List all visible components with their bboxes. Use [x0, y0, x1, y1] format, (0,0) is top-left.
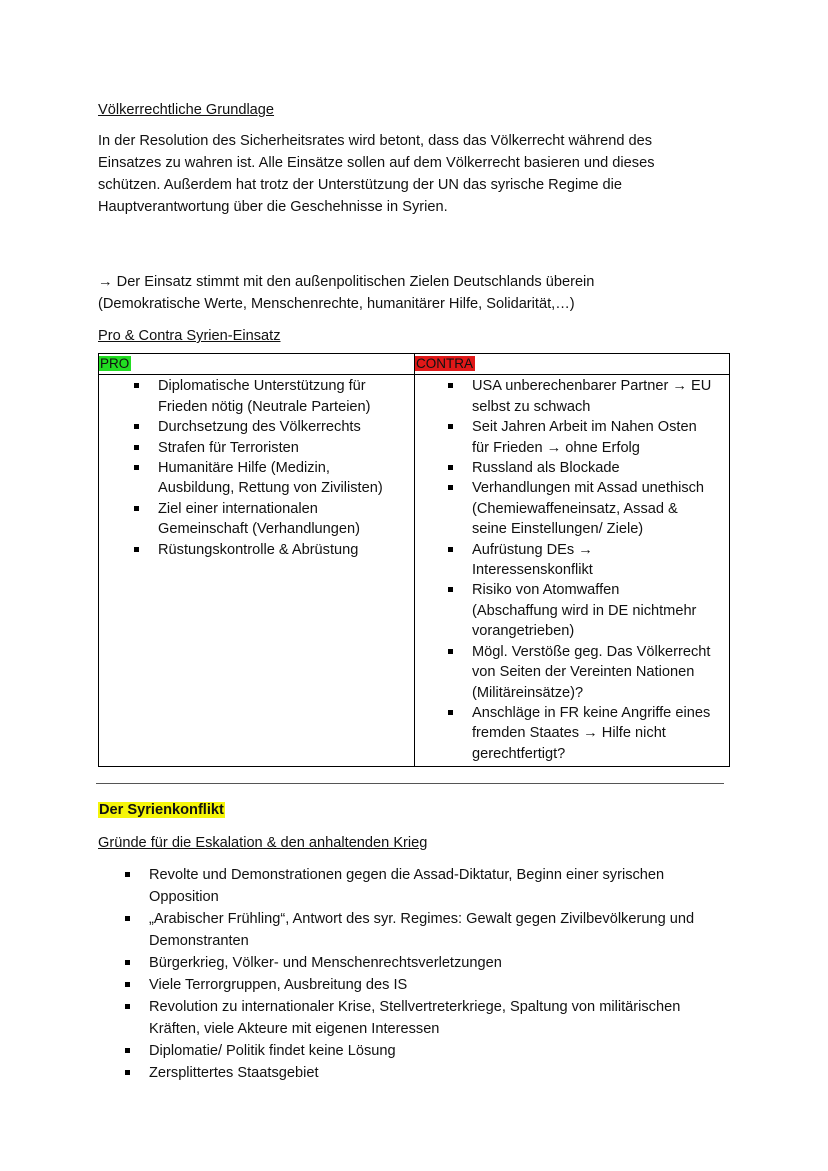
pro-list: [99, 375, 414, 562]
item-line: Frieden nötig (Neutrale Parteien): [158, 398, 371, 415]
conclusion-paragraph: [98, 271, 730, 315]
pro-item: [99, 458, 410, 499]
contra-item: [415, 703, 725, 764]
item-line: für Frieden → ohne Erfolg: [472, 439, 640, 456]
item-line: seine Einstellungen/ Ziele): [472, 521, 644, 538]
contra-item: [415, 376, 725, 417]
item-line: Rüstungskontrolle & Abrüstung: [158, 541, 359, 558]
list-item: [98, 974, 730, 996]
section-heading-legal-basis: Völkerrechtliche Grundlage: [98, 102, 275, 118]
list-item: [98, 1062, 730, 1084]
pro-item: [99, 499, 410, 540]
pro-header-label: PRO: [100, 356, 130, 371]
contra-item: [415, 642, 725, 703]
pro-item: [99, 417, 410, 437]
item-line: Humanitäre Hilfe (Medizin,: [158, 460, 330, 477]
item-line: (Militäreinsätze)?: [472, 684, 584, 701]
item-line: von Seiten der Vereinten Nationen: [472, 664, 695, 681]
list-item: [98, 1040, 730, 1062]
document-page: [98, 99, 730, 1084]
paragraph-line: In der Resolution des Sicherheitsrates wird betont, dass das Völkerrecht während des: [98, 133, 653, 149]
item-line: Revolution zu internationaler Krise, Stellvertreterkriege, Spaltung von militärischen: [149, 999, 681, 1016]
table-header-row: [99, 354, 730, 375]
item-line: Ziel einer internationalen: [158, 500, 318, 517]
escalation-reasons-list: [98, 864, 730, 1084]
item-line: Aufrüstung DEs →: [472, 541, 593, 558]
item-line: Diplomatische Unterstützung für: [158, 378, 366, 395]
list-item: [98, 996, 730, 1040]
item-line: Revolte und Demonstrationen gegen die Assad-Diktatur, Beginn einer syrischen: [149, 867, 665, 884]
highlighted-title: Der Syrienkonflikt: [99, 802, 224, 819]
list-item: [98, 952, 730, 974]
item-line: „Arabischer Frühling“, Antwort des syr. Regimes: Gewalt gegen Zivilbevölkerung und: [149, 911, 695, 928]
escalation-subtitle: Gründe für die Eskalation & den anhaltenden Krieg: [98, 835, 428, 852]
item-line: Durchsetzung des Völkerrechts: [158, 419, 361, 436]
item-line: Demonstranten: [149, 933, 249, 950]
conclusion-line: (Demokratische Werte, Menschenrechte, humanitärer Hilfe, Solidarität,…): [98, 296, 575, 312]
item-line: Zersplittertes Staatsgebiet: [149, 1065, 319, 1082]
item-line: USA unberechenbarer Partner → EU: [472, 378, 712, 395]
pro-contra-title: Pro & Contra Syrien-Einsatz: [98, 328, 281, 344]
item-line: (Abschaffung wird in DE nichtmehr: [472, 602, 697, 619]
item-line: Mögl. Verstöße geg. Das Völkerrecht: [472, 643, 711, 660]
contra-cell: [415, 375, 730, 767]
legal-basis-paragraph: [98, 130, 730, 218]
item-line: Seit Jahren Arbeit im Nahen Osten: [472, 419, 697, 436]
pro-header-cell: [99, 354, 415, 375]
contra-item: [415, 540, 725, 581]
item-line: Verhandlungen mit Assad unethisch: [472, 480, 705, 497]
pro-contra-table: [98, 353, 730, 767]
paragraph-line: schützen. Außerdem hat trotz der Unterstützung der UN das syrische Regime die: [98, 177, 622, 193]
conclusion-line: → Der Einsatz stimmt mit den außenpolitischen Zielen Deutschlands überein: [98, 274, 595, 290]
contra-item: [415, 580, 725, 641]
contra-header-label: CONTRA: [416, 356, 473, 371]
item-line: gerechtfertigt?: [472, 745, 566, 762]
item-line: Gemeinschaft (Verhandlungen): [158, 521, 361, 538]
item-line: Kräften, viele Akteure mit eigenen Interessen: [149, 1021, 440, 1038]
item-line: fremden Staates → Hilfe nicht: [472, 725, 666, 742]
item-line: Russland als Blockade: [472, 460, 620, 477]
contra-item: [415, 417, 725, 458]
item-line: Ausbildung, Rettung von Zivilisten): [158, 480, 383, 497]
contra-item: [415, 478, 725, 539]
item-line: Interessenskonflikt: [472, 562, 593, 579]
item-line: Bürgerkrieg, Völker- und Menschenrechtsverletzungen: [149, 955, 502, 972]
contra-header-cell: [415, 354, 730, 375]
item-line: Viele Terrorgruppen, Ausbreitung des IS: [149, 977, 408, 994]
item-line: Anschläge in FR keine Angriffe eines: [472, 704, 711, 721]
paragraph-line: Einsatzes zu wahren ist. Alle Einsätze sollen auf dem Völkerrecht basieren und dieses: [98, 155, 655, 171]
item-line: vorangetrieben): [472, 623, 575, 640]
item-line: Opposition: [149, 889, 219, 906]
pro-item: [99, 438, 410, 458]
section-title-syrian-conflict: [98, 799, 730, 821]
item-line: Risiko von Atomwaffen: [472, 582, 620, 599]
pro-cell: [99, 375, 415, 767]
horizontal-divider: [96, 783, 724, 784]
list-item: [98, 908, 730, 952]
item-line: Strafen für Terroristen: [158, 439, 299, 456]
list-item: [98, 864, 730, 908]
table-body-row: [99, 375, 730, 767]
pro-item: [99, 376, 410, 417]
contra-list: [415, 375, 729, 766]
item-line: Diplomatie/ Politik findet keine Lösung: [149, 1043, 396, 1060]
item-line: selbst zu schwach: [472, 398, 591, 415]
item-line: (Chemiewaffeneinsatz, Assad &: [472, 500, 678, 517]
pro-item: [99, 540, 410, 560]
contra-item: [415, 458, 725, 478]
paragraph-line: Hauptverantwortung über die Geschehnisse in Syrien.: [98, 199, 448, 215]
